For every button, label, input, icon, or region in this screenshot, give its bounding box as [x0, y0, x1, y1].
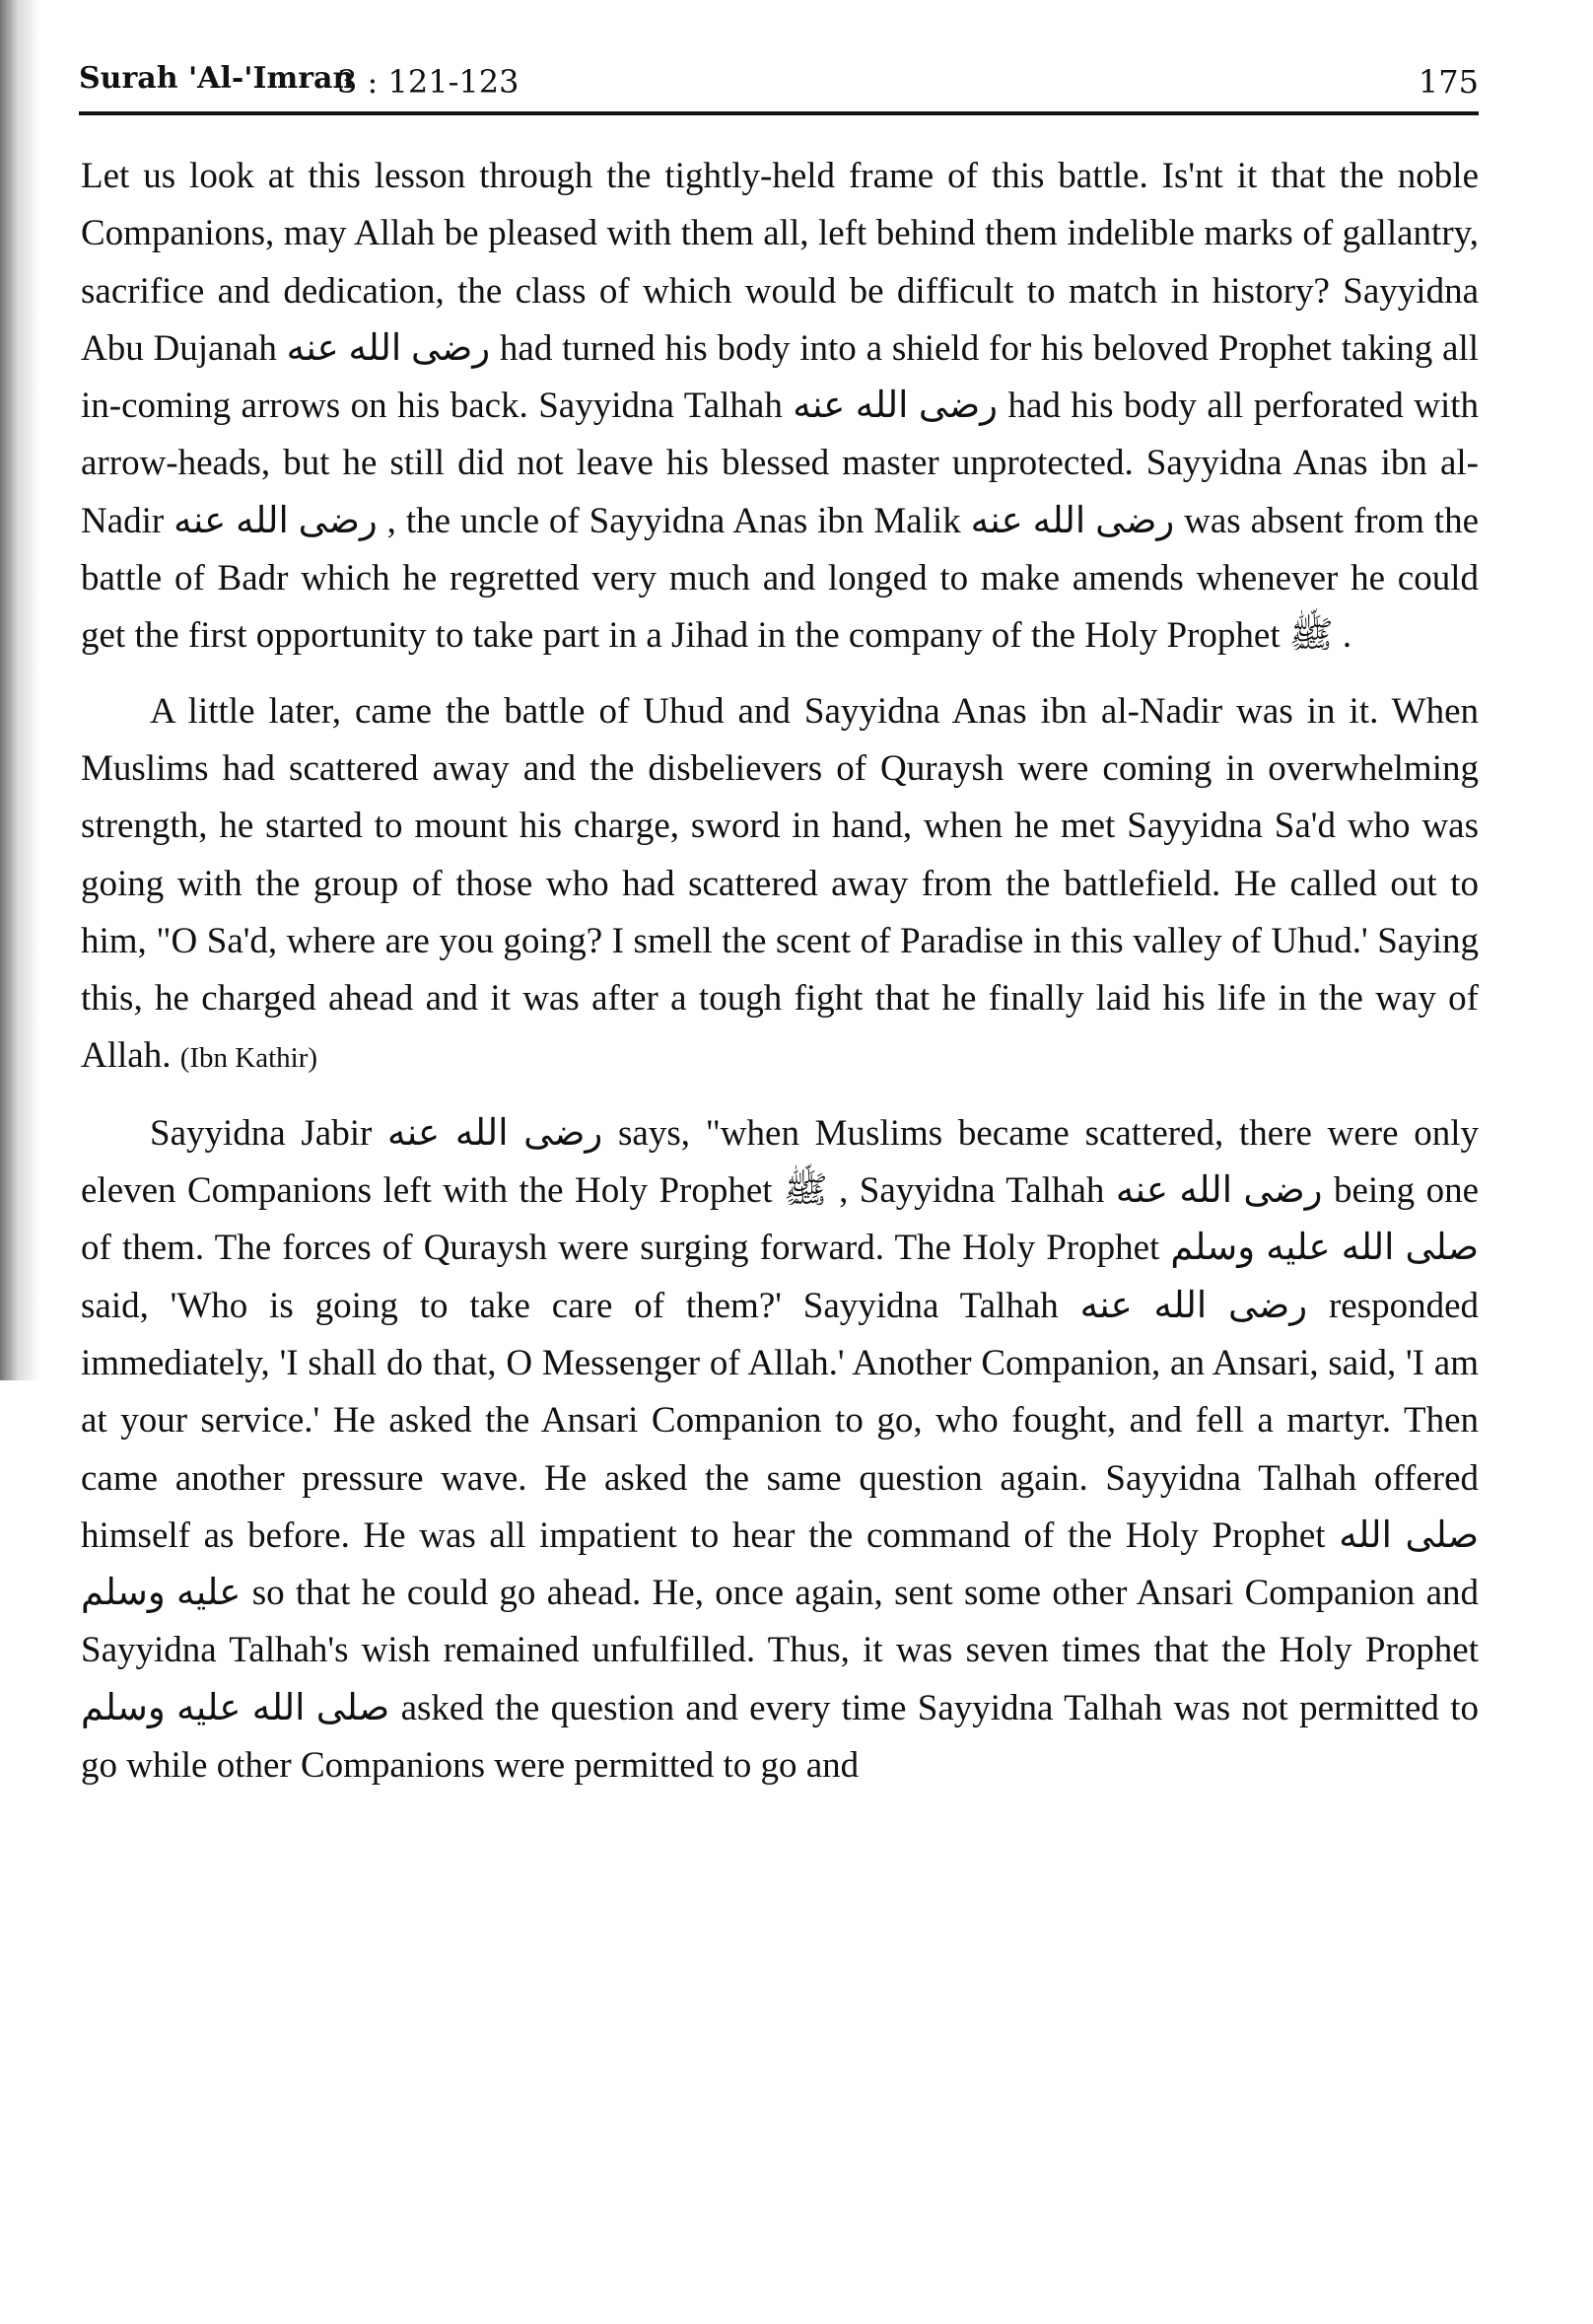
surah-title: Surah 'Al-'Imran	[79, 61, 355, 96]
paragraph-1	[81, 148, 1479, 666]
paragraph-2	[81, 683, 1479, 1088]
paragraph-2-text: A little later, came the battle of Uhud and Sayyidna Anas ibn al-Nadir was in it. When Muslims had scattered away and the disbelievers of Quraysh were coming in overwhelming strength, he started to mount his charge, sword in hand, when he met Sayyidna Sa'd who was going with the group of those who had scattered away from the battlefield. He called out to him, "O Sa'd, where are you going? I smell the scent of Paradise in this valley of Uhud.' Saying this, he charged ahead and it was after a tough fight that he finally laid his life in the way of Allah.	[81, 690, 1479, 1077]
citation: (Ibn Kathir)	[179, 1042, 318, 1075]
paragraph-1-text: Let us look at this lesson through the tightly-held frame of this battle. Is'nt it that the noble Companions, may Allah be pleased with them all, left behind them indelible marks of gallantry, sacrifice and dedication, the class of which would be difficult to match in history? Sayyidna Abu Dujanah رضى الله عنه had turned his body into a shield for his beloved Prophet taking all in-coming arrows on his back. Sayyidna Talhah رضى الله عنه had his body all perforated with arrow-heads, but he still did not leave his blessed master unprotected. Sayyidna Anas ibn al-Nadir رضى الله عنه , the uncle of Sayyidna Anas ibn Malik رضى الله عنه was absent from the battle of Badr which he regretted very much and longed to make amends whenever he could get the first opportunity to take part in a Jihad in the company of the Holy Prophet ﷺ .	[81, 156, 1480, 657]
page-number: 175	[1418, 63, 1479, 101]
paragraph-3-text: Sayyidna Jabir رضى الله عنه says, "when Muslims became scattered, there were only eleven Companions left with the Holy Prophet ﷺ , Sayyidna Talhah رضى الله عنه being one of them. The forces of Quraysh were surging forward. The Holy Prophet صلى الله عليه وسلم said, 'Who is going to take care of them?' Sayyidna Talhah رضى الله عنه responded immediately, 'I shall do that, O Messenger of Allah.' Another Companion, an Ansari, said, 'I am at your service.' He asked the Ansari Companion to go, who fought, and fell a martyr. Then came another pressure wave. He asked the same question again. Sayyidna Talhah offered himself as before. He was all impatient to hear the command of the Holy Prophet صلى الله عليه وسلم so that he could go ahead. He, once again, sent some other Ansari Companion and Sayyidna Talhah's wish remained unfulfilled. Thus, it was seven times that the Holy Prophet صلى الله عليه وسلم asked the question and every time Sayyidna Talhah was not permitted to go while other Companions were permitted to go and	[81, 1112, 1480, 1787]
running-header	[79, 61, 1479, 105]
paragraph-3	[81, 1105, 1479, 1796]
page-edge-shadow	[0, 0, 39, 1380]
header-rule	[79, 111, 1479, 115]
verse-range: 3 : 121-123	[337, 63, 519, 101]
body-text	[81, 148, 1479, 1795]
